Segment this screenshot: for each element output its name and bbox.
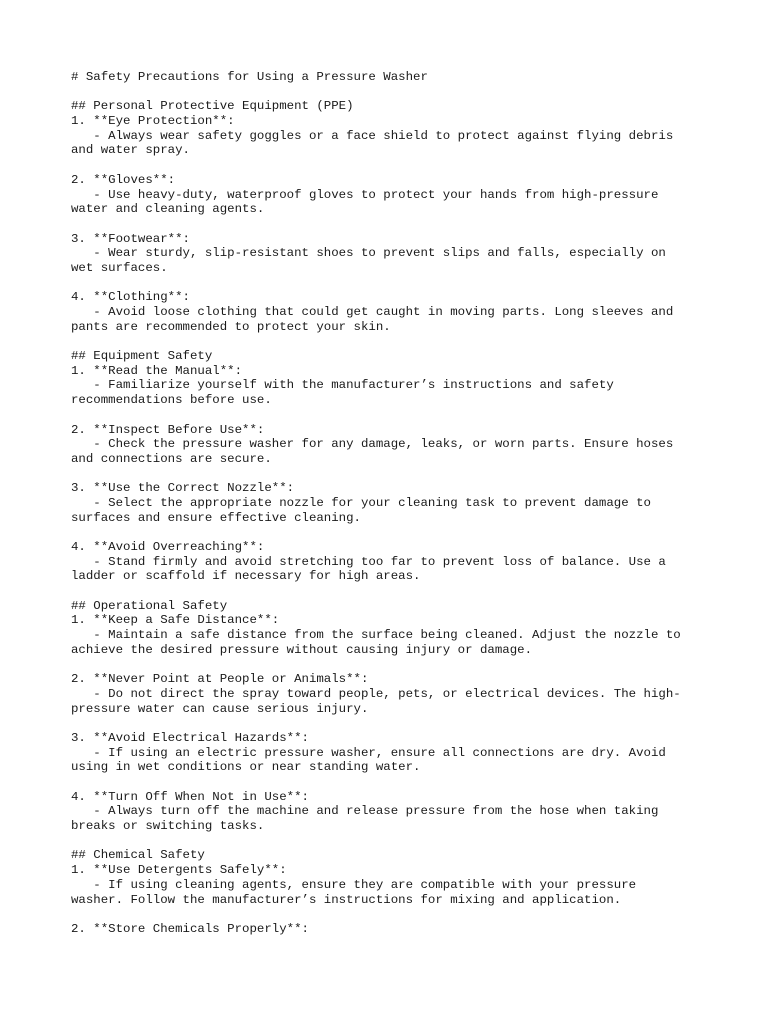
document-line: - If using cleaning agents, ensure they are compatible with your pressure <box>71 877 637 892</box>
document-line: - Wear sturdy, slip-resistant shoes to prevent slips and falls, especially on <box>71 246 666 261</box>
document-line: 1. **Keep a Safe Distance**: <box>71 613 280 628</box>
document-line: 2. **Inspect Before Use**: <box>71 422 265 437</box>
document-line: - Select the appropriate nozzle for your cleaning task to prevent damage to <box>71 495 651 510</box>
blank-line <box>71 658 711 673</box>
document-line: 2. **Gloves**: <box>71 172 176 187</box>
document-line: ## Equipment Safety <box>71 349 213 364</box>
document-line: 4. **Avoid Overreaching**: <box>71 540 265 554</box>
document-line: achieve the desired pressure without causing injury or damage. <box>71 642 533 657</box>
document-line: pants are recommended to protect your skin. <box>71 319 391 334</box>
document-line: 4. **Clothing**: <box>71 290 190 305</box>
document-line: 2. **Store Chemicals Properly**: <box>71 921 309 936</box>
document-line: # Safety Precautions for Using a Pressure Washer <box>71 70 428 84</box>
document-line: and connections are secure. <box>71 451 272 466</box>
document-line: - Use heavy-duty, waterproof gloves to protect your hands from high-pressure <box>71 187 659 202</box>
blank-line <box>71 467 711 482</box>
document-line: 1. **Eye Protection**: <box>71 114 235 129</box>
document-line: pressure water can cause serious injury. <box>71 701 369 716</box>
blank-line <box>71 834 711 849</box>
blank-line <box>71 217 711 232</box>
document-line: water and cleaning agents. <box>71 202 265 217</box>
document-line: 4. **Turn Off When Not in Use**: <box>71 789 309 804</box>
document-line: - Always wear safety goggles or a face shield to protect against flying debris <box>71 128 674 143</box>
blank-line <box>71 775 711 790</box>
document-line: using in wet conditions or near standing water. <box>71 760 421 775</box>
blank-line <box>71 334 711 349</box>
document-line: - Maintain a safe distance from the surface being cleaned. Adjust the nozzle to <box>71 628 681 643</box>
document-line: wet surfaces. <box>71 260 168 275</box>
blank-line <box>71 85 711 100</box>
document-line: 1. **Use Detergents Safely**: <box>71 863 287 878</box>
document-line: recommendations before use. <box>71 393 272 408</box>
document-line: and water spray. <box>71 143 190 158</box>
blank-line <box>71 276 711 291</box>
document-line: 2. **Never Point at People or Animals**: <box>71 672 369 687</box>
document-line: - Always turn off the machine and release pressure from the hose when taking <box>71 804 659 819</box>
document-line: - Stand firmly and avoid stretching too far to prevent loss of balance. Use a <box>71 554 666 569</box>
document-line: 1. **Read the Manual**: <box>71 363 243 378</box>
document-line: ## Chemical Safety <box>71 848 205 863</box>
document-line: ## Personal Protective Equipment (PPE) <box>71 99 354 114</box>
document-line: breaks or switching tasks. <box>71 819 265 834</box>
blank-line <box>71 525 711 540</box>
document-body <box>71 70 711 937</box>
document-line: ladder or scaffold if necessary for high areas. <box>71 569 421 584</box>
document-line: - If using an electric pressure washer, ensure all connections are dry. Avoid <box>71 745 666 760</box>
document-line: 3. **Use the Correct Nozzle**: <box>71 481 295 496</box>
document-line: washer. Follow the manufacturer’s instructions for mixing and application. <box>71 892 622 907</box>
blank-line <box>71 158 711 173</box>
document-line: - Familiarize yourself with the manufacturer’s instructions and safety <box>71 378 614 393</box>
blank-line <box>71 716 711 731</box>
document-line: ## Operational Safety <box>71 598 228 613</box>
document-line: 3. **Avoid Electrical Hazards**: <box>71 730 309 745</box>
document-line: - Avoid loose clothing that could get caught in moving parts. Long sleeves and <box>71 305 674 319</box>
blank-line <box>71 584 711 599</box>
document-line: surfaces and ensure effective cleaning. <box>71 510 361 525</box>
document-line: - Check the pressure washer for any damage, leaks, or worn parts. Ensure hoses <box>71 437 674 452</box>
blank-line <box>71 907 711 922</box>
document-line: 3. **Footwear**: <box>71 231 190 246</box>
blank-line <box>71 408 711 423</box>
document-line: - Do not direct the spray toward people, pets, or electrical devices. The high- <box>71 686 681 701</box>
